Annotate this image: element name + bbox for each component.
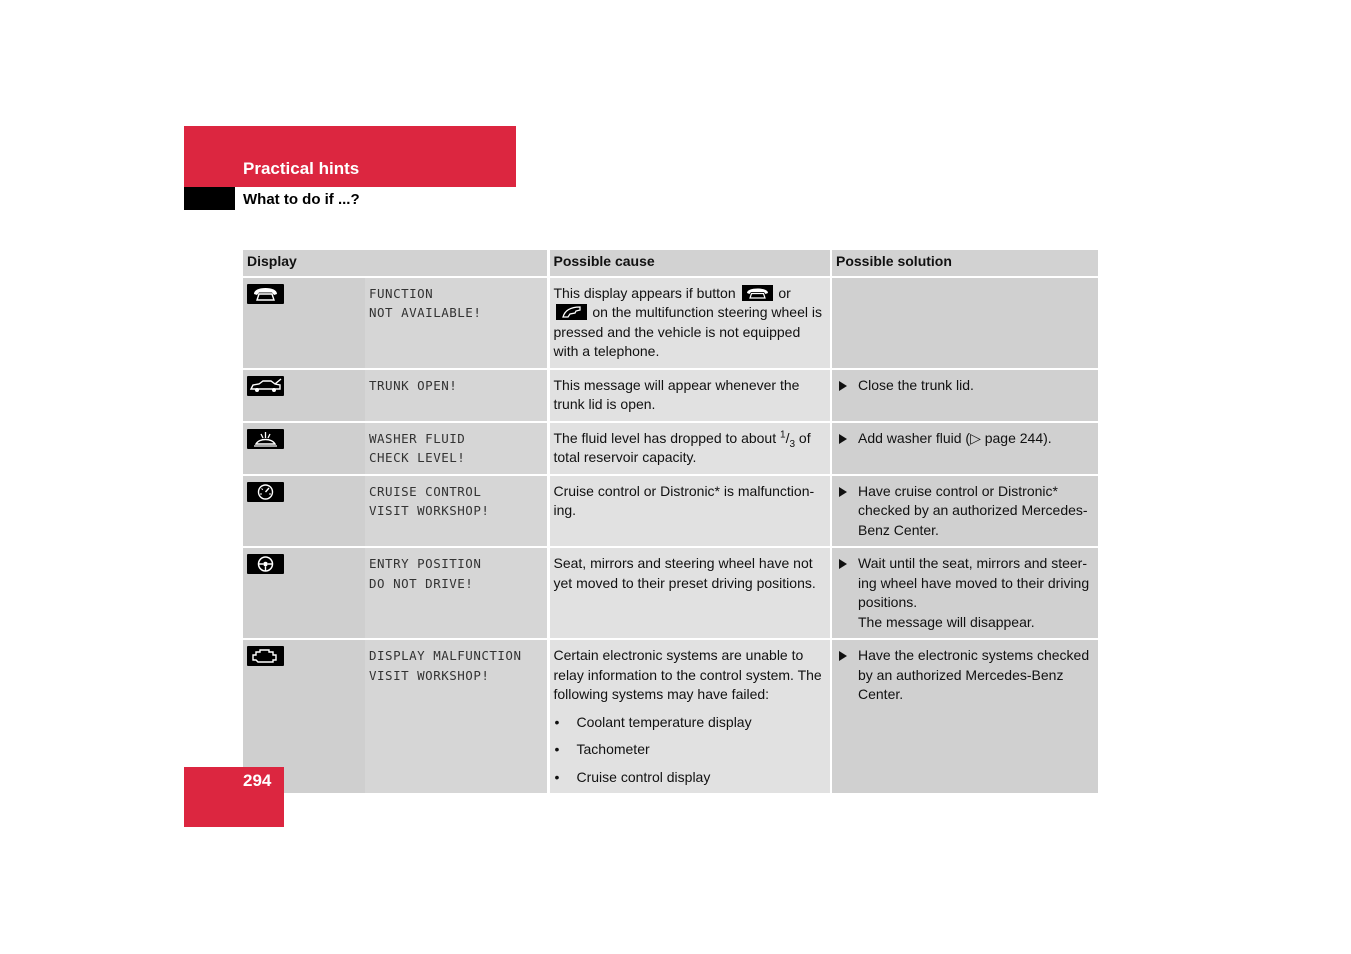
table-row xyxy=(243,369,1098,422)
phone-button-icon xyxy=(742,285,773,301)
solution-step: Add washer fluid (▷ page 244). xyxy=(836,429,1094,452)
arrow-bullet-icon xyxy=(836,482,858,541)
column-header-solution: Possible solution xyxy=(831,250,1098,277)
display-message-line2: CHECK LEVEL! xyxy=(369,450,466,465)
list-item: • Coolant temperature display xyxy=(554,713,827,733)
display-message-line1: DISPLAY MALFUNCTION xyxy=(369,648,522,663)
steering-wheel-icon xyxy=(247,554,284,574)
table-row xyxy=(243,422,1098,475)
cause-cell: Seat, mirrors and steering wheel have not yet moved to their preset driving positions. xyxy=(548,547,831,639)
solution-step: Close the trunk lid. xyxy=(836,376,1094,399)
cause-cell: This message will appear whenever the trunk lid is open. xyxy=(548,369,831,422)
bullet-icon: • xyxy=(554,768,560,785)
list-item: • Cruise control display xyxy=(554,768,827,788)
cause-cell: The fluid level has dropped to about $^1/_3$ of total reservoir capacity. xyxy=(548,422,831,475)
display-message-line2: DO NOT DRIVE! xyxy=(369,575,474,591)
bullet-icon: • xyxy=(554,713,560,730)
cause-cell: Certain electronic systems are unable to relay information to the control system. The following systems may have failed: • Coolant temperature display • Tachometer • Cruise control display xyxy=(548,639,831,793)
solution-cell xyxy=(831,475,1098,548)
solution-step: Wait until the seat, mirrors and steer-ing wheel have moved to their driving positions. The message will disappear. xyxy=(836,554,1094,632)
solution-cell xyxy=(831,547,1098,639)
arrow-bullet-icon xyxy=(836,429,858,452)
subsection-tab xyxy=(184,187,235,210)
failed-systems-list xyxy=(554,713,827,788)
table-row xyxy=(243,475,1098,548)
display-message-line1: ENTRY POSITION xyxy=(369,556,482,571)
display-message-line1: FUNCTION xyxy=(369,285,434,301)
phone-icon xyxy=(247,284,284,304)
page-ref-icon: ▷ xyxy=(970,429,981,446)
cause-cell: Cruise control or Distronic* is malfunction-ing. xyxy=(548,475,831,548)
bullet-icon: • xyxy=(554,741,560,757)
page-reference-link[interactable]: ▷ page 244). xyxy=(970,429,1052,446)
table-row xyxy=(243,277,1098,369)
table-row xyxy=(243,639,1098,793)
solution-cell xyxy=(831,639,1098,793)
column-header-display: Display xyxy=(243,250,548,277)
subsection-title: What to do if ...? xyxy=(243,191,360,208)
solution-cell xyxy=(831,422,1098,475)
display-message-line1: WASHER FLUID xyxy=(369,430,466,446)
solution-cell xyxy=(831,369,1098,422)
display-message-line1: TRUNK OPEN! xyxy=(369,377,458,393)
solution-cell xyxy=(831,277,1098,369)
arrow-bullet-icon xyxy=(836,646,858,705)
solution-step: Have cruise control or Distronic* checked by an authorized Mercedes-Benz Center. xyxy=(836,482,1094,541)
hang-up-button-icon xyxy=(556,304,587,320)
list-item: • Tachometer xyxy=(554,740,827,760)
solution-note: The message will disappear. xyxy=(858,613,1035,630)
display-message-line2: VISIT WORKSHOP! xyxy=(369,667,490,683)
page-number: 294 xyxy=(243,771,272,790)
section-title: Practical hints xyxy=(243,159,360,178)
column-header-cause: Possible cause xyxy=(548,250,831,277)
display-message-line2: VISIT WORKSHOP! xyxy=(369,503,490,518)
trunk-open-icon xyxy=(247,376,284,396)
display-message-line1: CRUISE CONTROL xyxy=(369,483,482,499)
washer-fluid-icon xyxy=(247,429,284,449)
table-row xyxy=(243,547,1098,639)
display-messages-table xyxy=(243,250,1098,793)
cause-cell: This display appears if button or on the multifunction steering wheel is pressed and the vehicle is not equipped with a telephone. xyxy=(548,277,831,369)
solution-step: Have the electronic systems checked by an authorized Mercedes-Benz Center. xyxy=(836,646,1094,705)
table-header-row xyxy=(243,250,1098,277)
display-message-line2: NOT AVAILABLE! xyxy=(369,305,482,320)
cruise-control-icon xyxy=(247,482,284,502)
arrow-bullet-icon xyxy=(836,554,858,632)
arrow-bullet-icon xyxy=(836,376,858,399)
engine-malfunction-icon xyxy=(247,646,284,666)
